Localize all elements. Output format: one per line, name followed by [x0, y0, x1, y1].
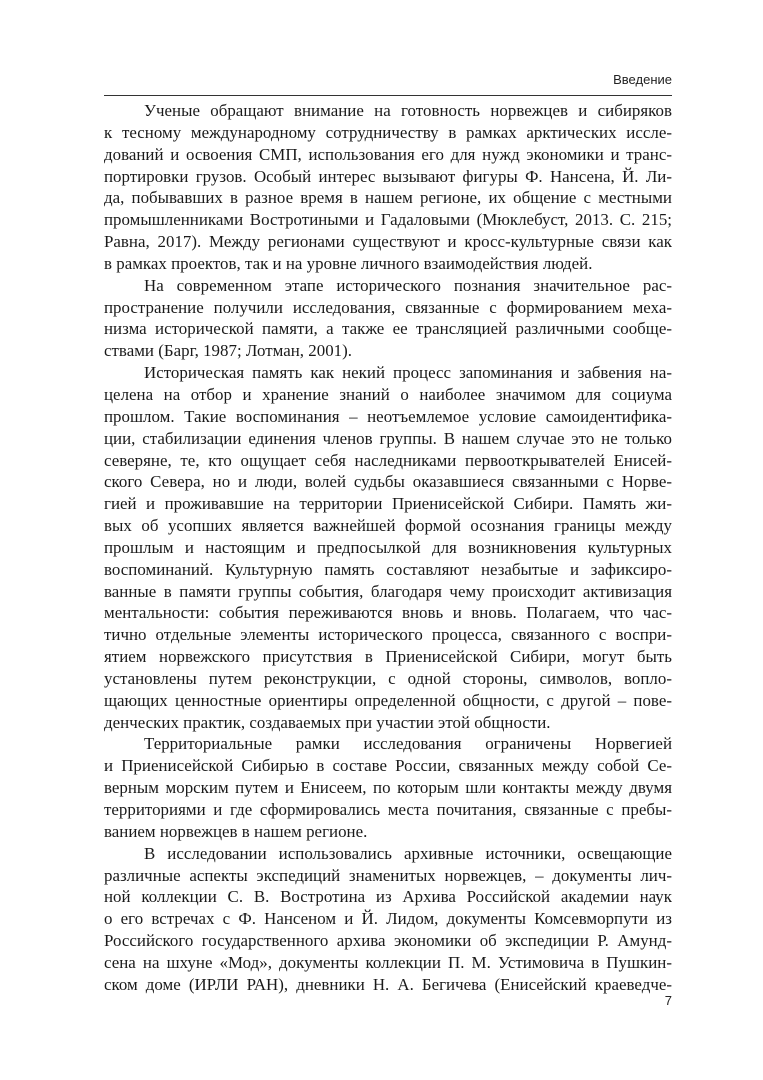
text-line: Историческая память как некий процесс запоминания и забвения на- — [144, 363, 672, 383]
text-line: тично отдельные элементы исторического процесса, связанного с воспри- — [104, 625, 672, 645]
page-number: 7 — [664, 993, 672, 1008]
paragraph — [104, 100, 672, 275]
text-line: различные аспекты экспедиций знаменитых норвежцев, – документы лич- — [104, 865, 672, 885]
text-line: прошлым и настоящим и предпосылкой для возникновения культурных — [104, 537, 672, 557]
text-line: промышленниками Востротиными и Гадаловыми (Мюклебуст, 2013. С. 215; — [104, 210, 672, 230]
paragraph — [104, 362, 672, 733]
text-line: прошлом. Такие воспоминания – неотъемлемое условие самоидентифика- — [104, 406, 672, 426]
text-line: северяне, те, кто ощущает себя наследниками первооткрывателей Енисей- — [104, 450, 672, 470]
paragraph — [104, 843, 672, 996]
text-line: ной коллекции С. В. Востротина из Архива Российской академии наук — [104, 887, 672, 907]
text-line: территориями и где сформировались места почитания, связанные с пребы- — [104, 800, 672, 819]
text-line: верным морским путем и Енисеем, по которым шли контакты между двумя — [104, 778, 672, 798]
text-line: ствами (Барг, 1987; Лотман, 2001). — [104, 341, 353, 361]
text-line: вых об усопших является важнейшей формой осознания границы между — [104, 516, 672, 536]
text-line: ванием норвежцев в нашем регионе. — [104, 821, 368, 841]
text-line: о его встречах с Ф. Нансеном и Й. Лидом, документы Комсевморпути из — [104, 909, 672, 929]
text-line: к тесному международному сотрудничеству в рамках арктических иссле- — [104, 122, 672, 142]
text-line: низма исторической памяти, а также ее трансляцией различными сообще- — [104, 319, 672, 339]
text-line: ментальности: события переживаются вновь и вновь. Полагаем, что час- — [104, 603, 672, 623]
text-line: денческих практик, создаваемых при участии этой общности. — [104, 712, 551, 732]
text-line: ванные в памяти группы события, благодаря чему происходит активизация — [104, 581, 672, 601]
text-line: сена на шхуне «Мод», документы коллекции П. М. Устимовича в Пушкин- — [104, 952, 672, 972]
text-line: в рамках проектов, так и на уровне личного взаимодействия людей. — [104, 253, 593, 273]
text-line: Равна, 2017). Между регионами существуют и кросс-культурные связи как — [104, 232, 672, 252]
text-line: да, побывавших в разное время в нашем регионе, их общение с местными — [104, 188, 672, 208]
text-line: В исследовании использовались архивные источники, освещающие — [144, 843, 672, 863]
text-line: На современном этапе исторического познания значительное рас- — [144, 275, 672, 295]
body-text — [104, 100, 672, 996]
text-line: ятием норвежского присутствия в Приенисейской Сибири, могут быть — [104, 647, 672, 667]
running-title: Введение — [613, 72, 672, 87]
text-line: гией и проживавшие на территории Приенисейской Сибири. Память жи- — [104, 494, 672, 514]
text-line: щающих ценностные ориентиры определенной общности, с другой – пове- — [104, 690, 672, 710]
text-line: и Приенисейской Сибирью в составе России, связанных между собой Се- — [104, 756, 672, 776]
paragraph — [104, 733, 672, 842]
text-line: портировки грузов. Особый интерес вызывают фигуры Ф. Нансена, Й. Ли- — [104, 166, 672, 186]
text-line: Российского государственного архива экономики об экспедиции Р. Амунд- — [104, 931, 672, 951]
paragraph — [104, 275, 672, 362]
header-rule — [104, 95, 672, 96]
text-line: целена на отбор и хранение знаний о наиболее значимом для социума — [104, 384, 672, 404]
text-line: ции, стабилизации единения членов группы. В нашем случае это не только — [104, 428, 672, 448]
text-line: ского Севера, но и люди, волей судьбы оказавшиеся связанными с Норве- — [104, 472, 672, 492]
text-line: воспоминаний. Культурную память составляют незабытые и зафиксиро- — [104, 559, 672, 579]
text-line: ском доме (ИРЛИ РАН), дневники Н. А. Бегичева (Енисейский краеведче- — [104, 974, 672, 994]
text-line: Территориальные рамки исследования ограничены Норвегией — [144, 734, 672, 754]
text-line: дований и освоения СМП, использования его для нужд экономики и транс- — [104, 144, 672, 164]
text-line: установлены путем реконструкции, с одной стороны, символов, вопло- — [104, 668, 672, 688]
text-line: Ученые обращают внимание на готовность норвежцев и сибиряков — [144, 101, 672, 120]
text-line: пространение получили исследования, связанные с формированием меха- — [104, 297, 672, 317]
